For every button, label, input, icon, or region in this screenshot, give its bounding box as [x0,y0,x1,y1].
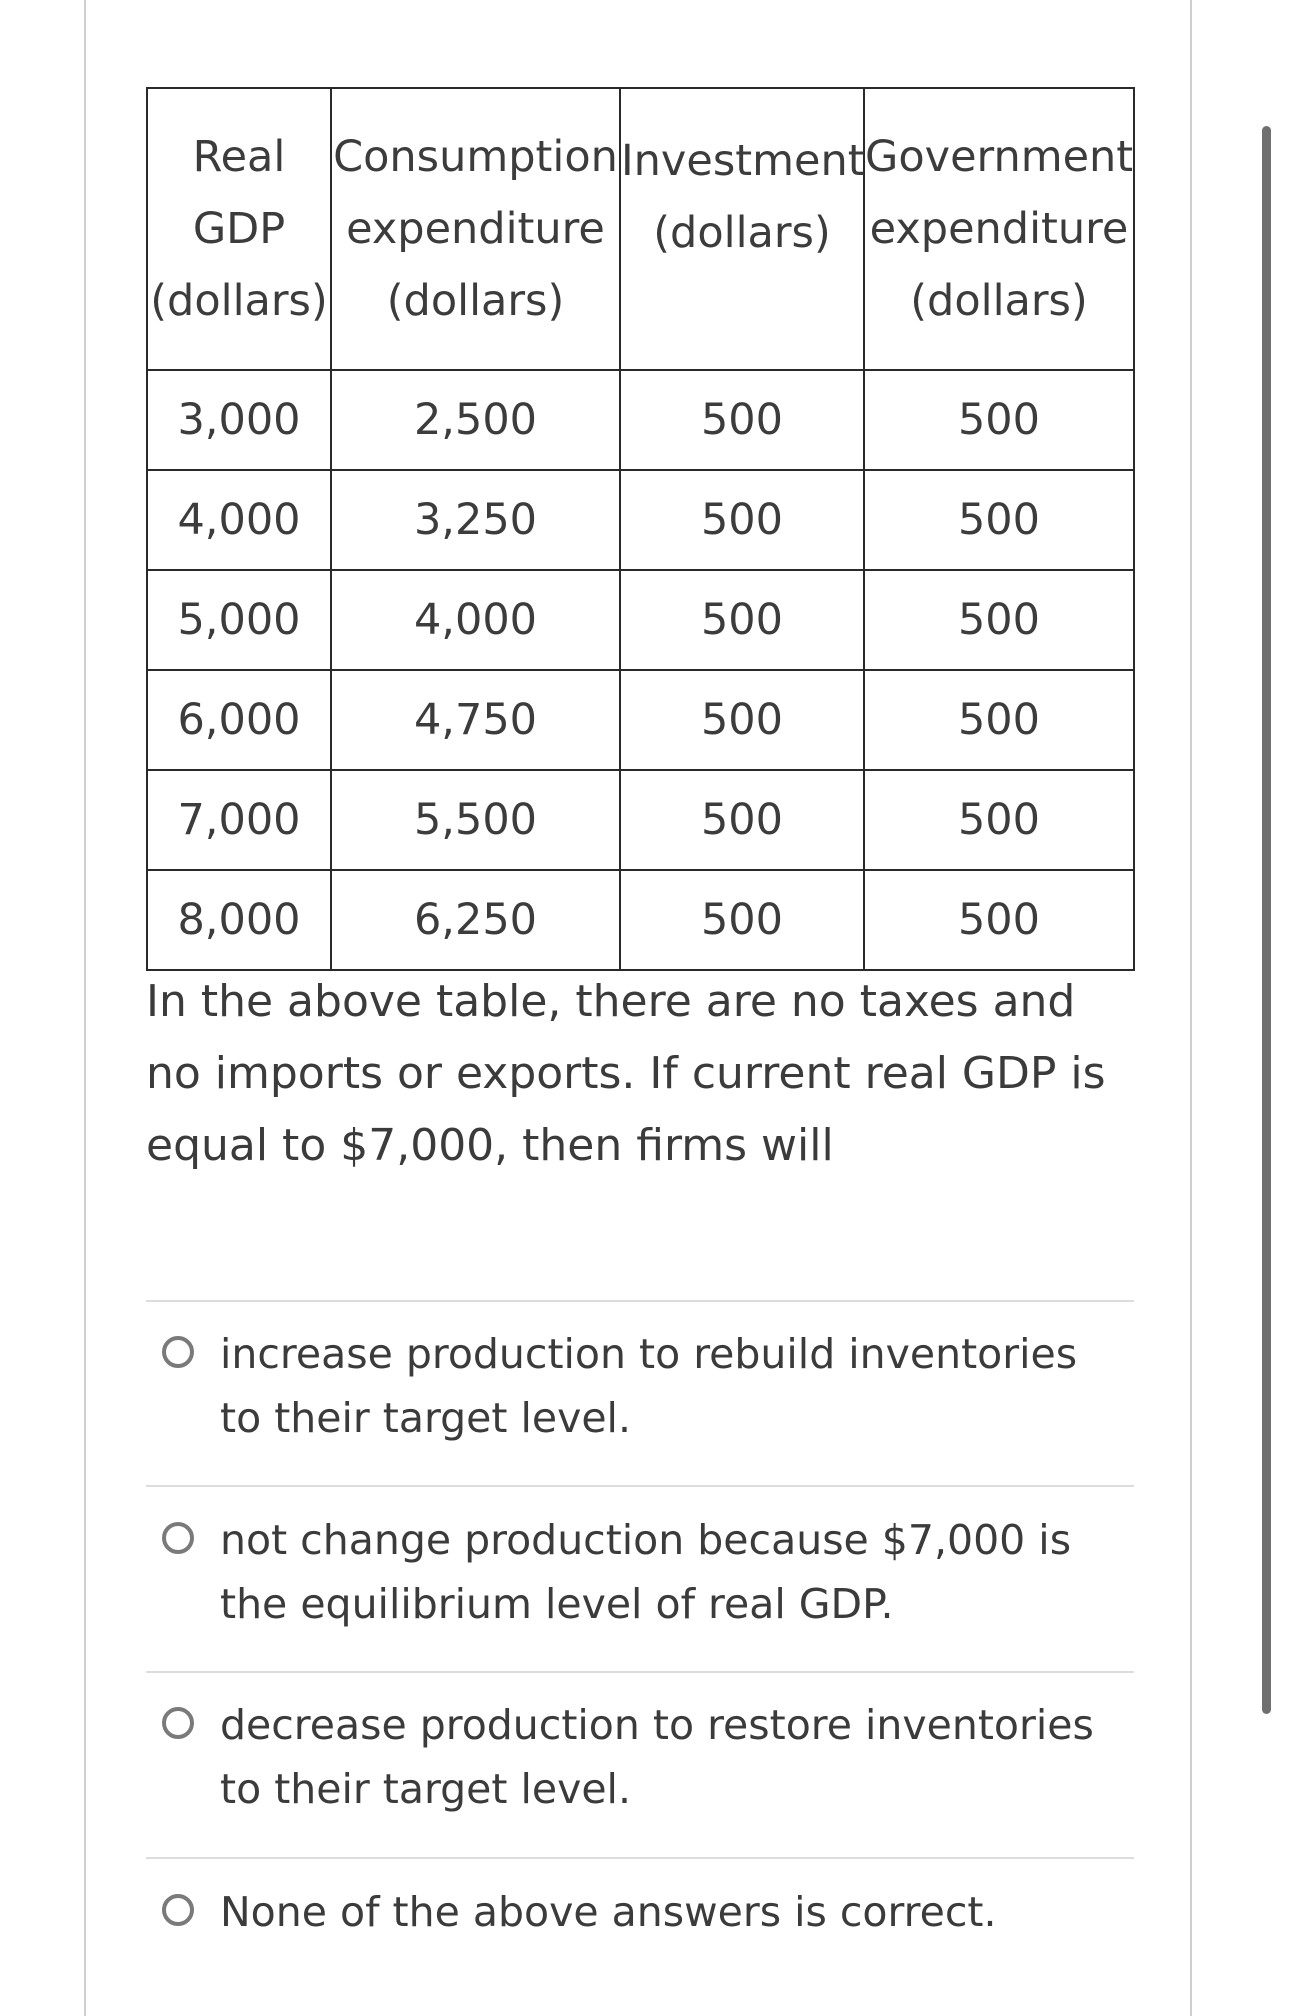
cell-government: 500 [864,570,1134,670]
header-line: expenditure [346,204,605,254]
header-line: Investment [621,136,865,186]
answer-option-3[interactable] [146,1693,1134,1821]
cell-government: 500 [864,770,1134,870]
header-line: expenditure [869,204,1129,254]
cell-consumption: 4,750 [331,670,620,770]
cell-consumption: 2,500 [331,370,620,470]
radio-button-icon[interactable] [162,1707,194,1739]
cell-government: 500 [864,670,1134,770]
table-row [147,870,1134,970]
radio-button-icon[interactable] [162,1522,194,1554]
option-divider [146,1485,1134,1487]
radio-button-icon[interactable] [162,1894,194,1926]
radio-button-icon[interactable] [162,1336,194,1368]
data-table [146,87,1135,971]
header-line: Government [865,132,1134,182]
cell-real-gdp: 8,000 [147,870,331,970]
header-line: (dollars) [653,208,831,258]
cell-investment: 500 [620,870,864,970]
table-row [147,670,1134,770]
cell-government: 500 [864,470,1134,570]
cell-real-gdp: 3,000 [147,370,331,470]
header-line: GDP [192,204,286,254]
cell-real-gdp: 4,000 [147,470,331,570]
option-label[interactable]: increase production to rebuild inventories to their target level. [220,1330,1078,1442]
cell-investment: 500 [620,770,864,870]
table-row [147,770,1134,870]
header-line: (dollars) [150,276,328,326]
option-label[interactable]: not change production because $7,000 is the equilibrium level of real GDP. [220,1516,1072,1628]
cell-investment: 500 [620,670,864,770]
table-header-row [147,88,1134,370]
cell-consumption: 6,250 [331,870,620,970]
option-divider [146,1300,1134,1302]
header-consumption [331,88,620,370]
table-row [147,470,1134,570]
answer-option-4[interactable] [146,1880,1134,1944]
cell-government: 500 [864,870,1134,970]
scrollbar[interactable] [1262,126,1271,1714]
option-label[interactable]: None of the above answers is correct. [220,1888,997,1936]
header-investment [620,88,864,370]
header-real-gdp [147,88,331,370]
header-line: Real [192,132,286,182]
header-line: Consumption [333,132,618,182]
question-text: In the above table, there are no taxes and no imports or exports. If current real GDP is equal to $7,000, then firms will [146,976,1106,1171]
cell-consumption: 5,500 [331,770,620,870]
cell-real-gdp: 7,000 [147,770,331,870]
answer-option-2[interactable] [146,1508,1134,1636]
cell-consumption: 4,000 [331,570,620,670]
cell-real-gdp: 5,000 [147,570,331,670]
table-row [147,370,1134,470]
cell-real-gdp: 6,000 [147,670,331,770]
cell-investment: 500 [620,570,864,670]
cell-investment: 500 [620,370,864,470]
header-line: (dollars) [910,276,1088,326]
option-label[interactable]: decrease production to restore inventories to their target level. [220,1701,1094,1813]
table-row [147,570,1134,670]
header-line: (dollars) [386,276,565,326]
cell-government: 500 [864,370,1134,470]
option-divider [146,1671,1134,1673]
answer-option-1[interactable] [146,1322,1134,1450]
header-government [864,88,1134,370]
option-divider [146,1857,1134,1859]
cell-consumption: 3,250 [331,470,620,570]
cell-investment: 500 [620,470,864,570]
